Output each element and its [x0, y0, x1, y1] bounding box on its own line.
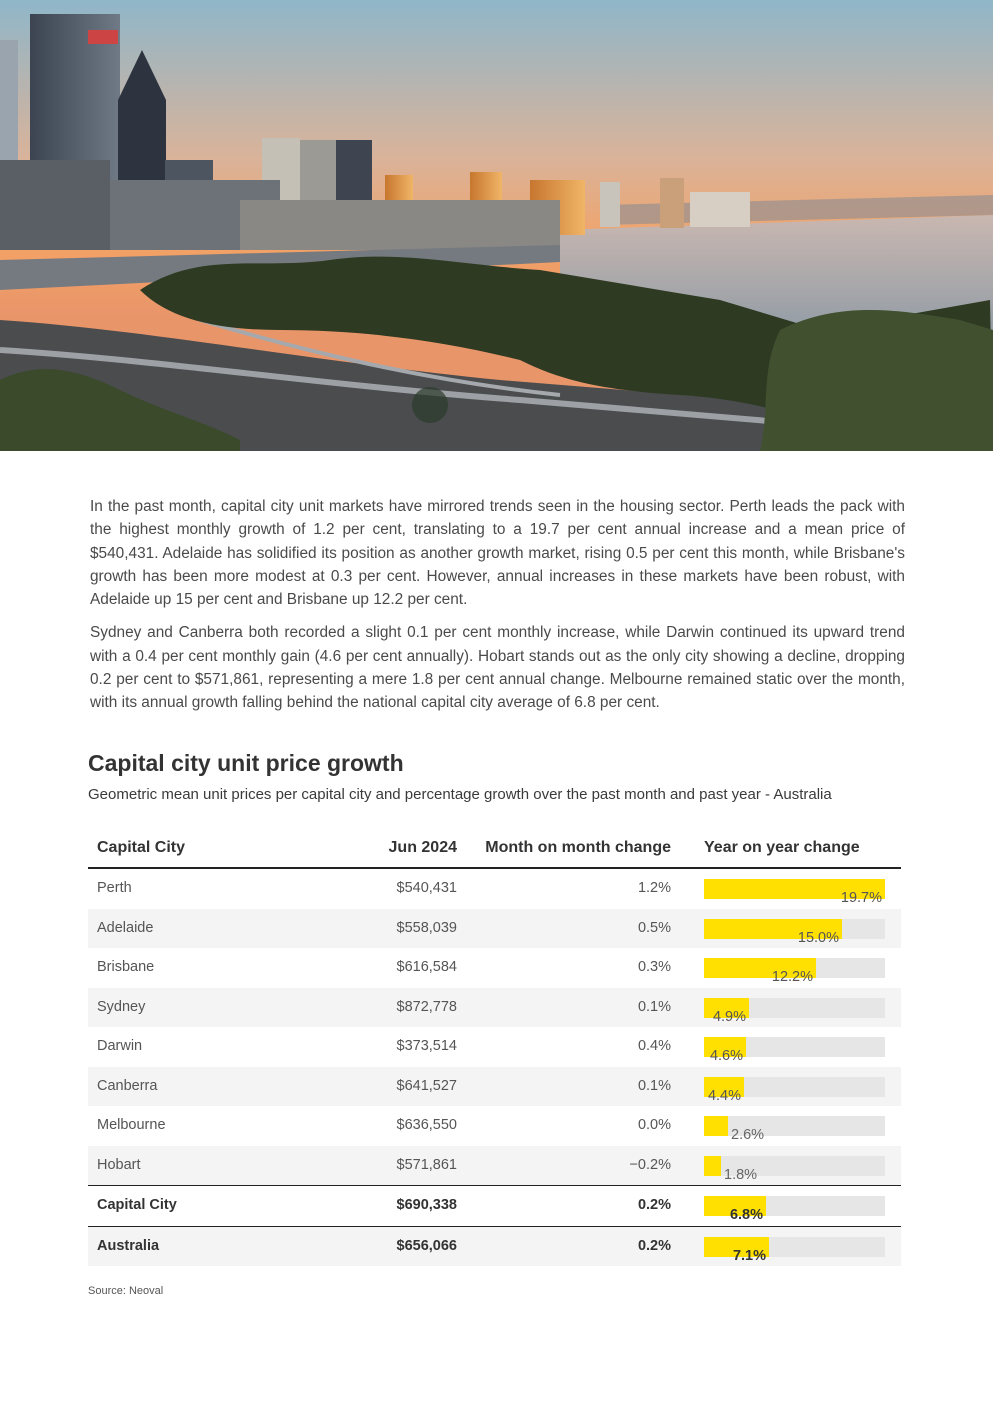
table-row — [88, 869, 901, 909]
cell-city: Sydney — [97, 998, 146, 1015]
yoy-bar-label: 6.8% — [729, 1207, 763, 1223]
yoy-bar-label: 19.7% — [840, 890, 882, 906]
cell-month-change: 0.3% — [637, 959, 671, 975]
header-month-on-month: Month on month change — [485, 839, 671, 856]
cell-jun-2024: $373,514 — [396, 1038, 457, 1054]
table-row — [88, 1027, 901, 1067]
yoy-bar-fill — [704, 1156, 721, 1176]
yoy-bar-track — [704, 879, 885, 906]
yoy-bar-label: 4.4% — [707, 1087, 741, 1104]
hero-photo — [0, 0, 993, 451]
yoy-bar-fill — [704, 1116, 728, 1136]
yoy-bar-label: 12.2% — [771, 969, 813, 985]
table-row — [88, 988, 901, 1028]
cell-jun-2024: $872,778 — [396, 998, 457, 1015]
cell-city: Adelaide — [97, 919, 154, 936]
yoy-bar-track — [704, 1037, 885, 1064]
cell-month-change: 0.0% — [637, 1117, 671, 1133]
cell-city: Hobart — [97, 1156, 141, 1173]
cell-month-change: −0.2% — [629, 1156, 671, 1173]
table-row — [88, 948, 901, 988]
yoy-bar-track — [704, 1156, 885, 1183]
cell-jun-2024: $540,431 — [396, 880, 457, 896]
cell-jun-2024: $616,584 — [396, 959, 457, 975]
cell-city: Perth — [97, 880, 132, 896]
yoy-bar-track — [704, 1237, 885, 1264]
cell-jun-2024: $558,039 — [396, 919, 457, 936]
section-title: Capital city unit price growth — [88, 750, 404, 776]
perth-skyline-image — [0, 0, 993, 451]
table-row — [88, 1146, 901, 1186]
yoy-bar-track — [704, 998, 885, 1025]
header-year-on-year: Year on year change — [704, 839, 860, 856]
yoy-bar-label: 7.1% — [732, 1247, 766, 1264]
yoy-bar-label: 2.6% — [731, 1127, 765, 1143]
yoy-bar-track — [704, 958, 885, 985]
cell-month-change: 0.2% — [637, 1197, 671, 1213]
yoy-bar-track — [704, 1196, 885, 1223]
table-row — [88, 909, 901, 949]
paragraph-2: Sydney and Canberra both recorded a slight 0.1 per cent monthly increase, while Darwin continued its upward trend with a 0.4 per cent monthly gain (4.6 per cent annually). Hobart stands out as the only city showing a decline, dropping 0.2 per cent to $571,861, representing a mere 1.8 per cent annual change. Melbourne remained static over the month, with its annual growth falling behind the national capital city average of 6.8 per cent. — [90, 624, 905, 712]
table-total-row — [88, 1185, 901, 1226]
yoy-bar-track — [704, 919, 885, 946]
cell-month-change: 0.5% — [637, 919, 671, 936]
header-capital-city: Capital City — [97, 839, 186, 856]
cell-month-change: 0.1% — [637, 998, 671, 1015]
cell-jun-2024: $656,066 — [396, 1237, 457, 1254]
cell-month-change: 0.4% — [637, 1038, 671, 1054]
table-header — [88, 829, 901, 869]
cell-month-change: 0.1% — [637, 1077, 671, 1094]
source-note: Source: Neoval — [88, 1285, 164, 1297]
cell-city: Brisbane — [97, 959, 155, 975]
cell-city: Darwin — [97, 1038, 143, 1054]
cell-jun-2024: $571,861 — [396, 1156, 457, 1173]
cell-month-change: 0.2% — [637, 1237, 671, 1254]
yoy-bar-label: 4.9% — [712, 1008, 746, 1025]
cell-jun-2024: $636,550 — [396, 1117, 457, 1133]
cell-city: Canberra — [97, 1077, 158, 1094]
table-body — [88, 869, 901, 1266]
table-total-row — [88, 1226, 901, 1267]
paragraph-1: In the past month, capital city unit markets have mirrored trends seen in the housing sector. Perth leads the pack with the highest monthly growth of 1.2 per cent, translating to a 19.7 per cent annual increase and a mean price of $540,431. Adelaide has solidified its position as another growth market, rising 0.5 per cent this month, while Brisbane's growth has been more modest at 0.3 per cent. However, annual increases in these markets have been robust, with Adelaide up 15 per cent and Brisbane up 12.2 per cent. — [90, 498, 905, 609]
yoy-bar-label: 4.6% — [709, 1048, 743, 1064]
section-subtitle: Geometric mean unit prices per capital city and percentage growth over the past month and past year - Australia — [88, 786, 832, 803]
header-jun-2024: Jun 2024 — [388, 839, 457, 856]
intro-copy — [90, 495, 905, 725]
cell-month-change: 1.2% — [637, 880, 671, 896]
table-row — [88, 1067, 901, 1107]
cell-jun-2024: $641,527 — [396, 1077, 457, 1094]
cell-jun-2024: $690,338 — [396, 1197, 457, 1213]
yoy-bar-label: 15.0% — [797, 929, 839, 946]
cell-city: Melbourne — [97, 1117, 166, 1133]
table-row — [88, 1106, 901, 1146]
cell-city: Australia — [97, 1237, 160, 1254]
cell-city: Capital City — [97, 1197, 177, 1213]
unit-price-table — [88, 829, 901, 1266]
yoy-bar-track — [704, 1116, 885, 1143]
yoy-bar-track — [704, 1077, 885, 1104]
yoy-bar-label: 1.8% — [724, 1166, 758, 1183]
